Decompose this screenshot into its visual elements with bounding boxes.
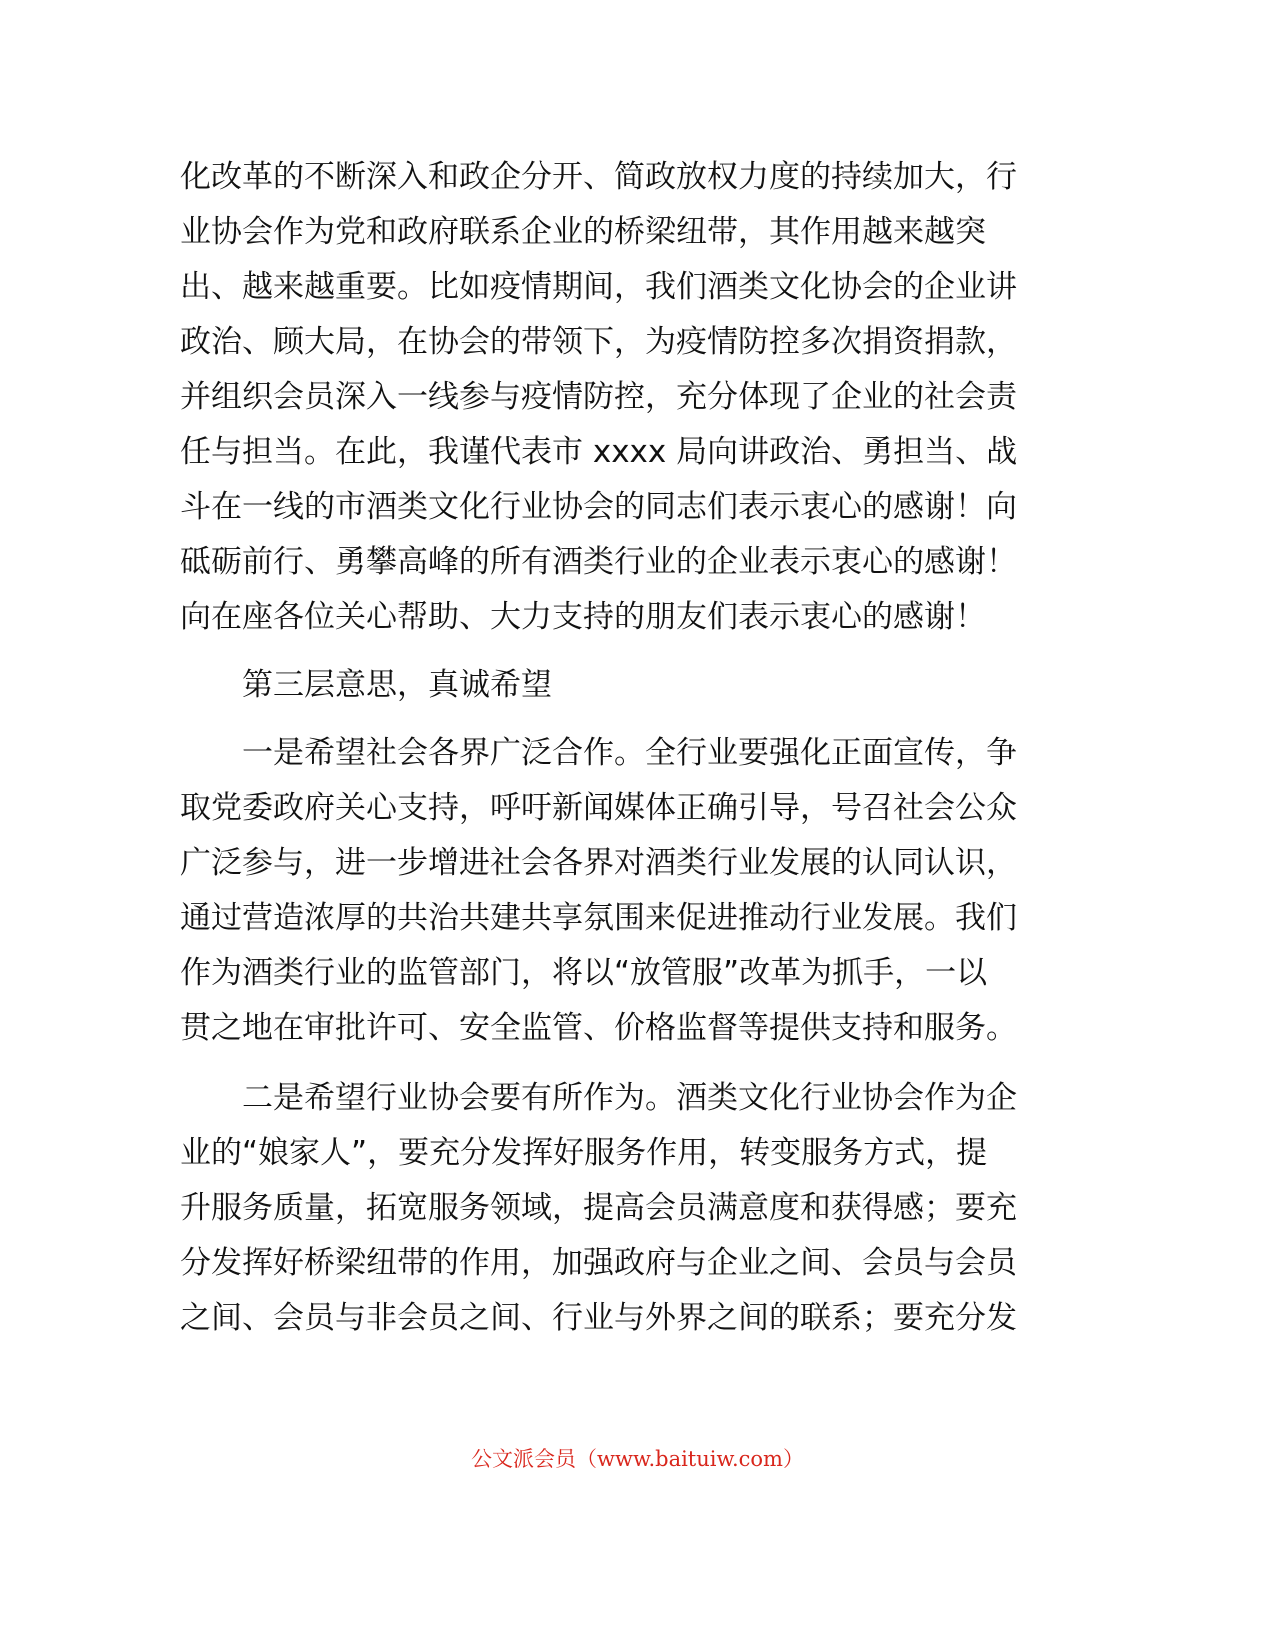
text-line: 出、越来越重要。比如疫情期间，我们酒类文化协会的企业讲 (180, 269, 1017, 305)
text-line: 二是希望行业协会要有所作为。酒类文化行业协会作为企 (242, 1080, 1017, 1116)
text-line: 一是希望社会各界广泛合作。全行业要强化正面宣传，争 (242, 735, 1017, 771)
text-line: 斗在一线的市酒类文化行业协会的同志们表示衷心的感谢！向 (180, 489, 1017, 525)
text-line: 业协会作为党和政府联系企业的桥梁纽带，其作用越来越突 (180, 214, 986, 250)
text-line: 政治、顾大局，在协会的带领下，为疫情防控多次捐资捐款， (180, 324, 1017, 360)
text-line: 任与担当。在此，我谨代表市 xxxx 局向讲政治、勇担当、战 (180, 434, 1018, 470)
text-line: 贯之地在审批许可、安全监管、价格监督等提供支持和服务。 (180, 1010, 1017, 1046)
text-line: 业的“娘家人”，要充分发挥好服务作用，转变服务方式，提 (180, 1135, 988, 1171)
text-line: 分发挥好桥梁纽带的作用，加强政府与企业之间、会员与会员 (180, 1245, 1017, 1281)
text-line: 之间、会员与非会员之间、行业与外界之间的联系；要充分发 (180, 1300, 1017, 1336)
footer-source: 公文派会员（www.baituiw.com） (471, 1447, 804, 1471)
text-line: 取党委政府关心支持，呼吁新闻媒体正确引导，号召社会公众 (180, 790, 1017, 826)
text-line: 向在座各位关心帮助、大力支持的朋友们表示衷心的感谢！ (180, 599, 986, 635)
text-line: 广泛参与，进一步增进社会各界对酒类行业发展的认同认识， (180, 845, 1017, 881)
text-line: 砥砺前行、勇攀高峰的所有酒类行业的企业表示衷心的感谢！ (180, 544, 1017, 580)
text-line: 化改革的不断深入和政企分开、简政放权力度的持续加大，行 (180, 159, 1017, 195)
section-heading: 第三层意思，真诚希望 (242, 667, 552, 703)
text-line: 并组织会员深入一线参与疫情防控，充分体现了企业的社会责 (180, 379, 1017, 415)
text-line: 通过营造浓厚的共治共建共享氛围来促进推动行业发展。我们 (180, 900, 1017, 936)
text-line: 作为酒类行业的监管部门，将以“放管服”改革为抓手，一以 (180, 955, 988, 991)
text-line: 升服务质量，拓宽服务领域，提高会员满意度和获得感；要充 (180, 1190, 1017, 1226)
